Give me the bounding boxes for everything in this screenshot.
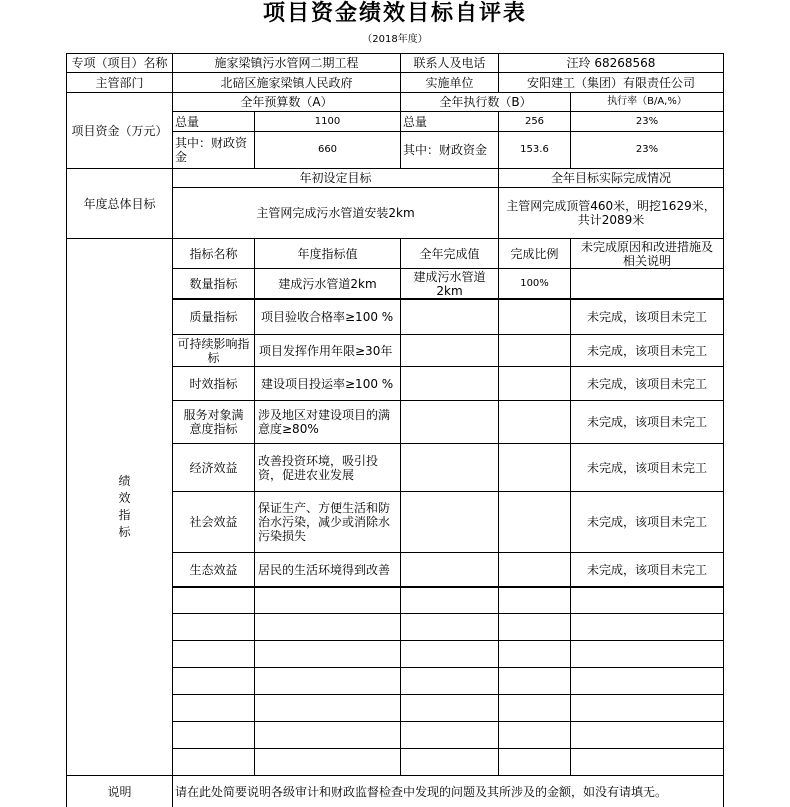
header-indicator-name: 指标名称 bbox=[189, 246, 238, 261]
fiscal-rate: 23% bbox=[635, 144, 659, 155]
row-name: 服务对象满意度指标 bbox=[183, 408, 244, 436]
row-actual bbox=[401, 444, 498, 491]
row-reason: 未完成，该项目未完工 bbox=[586, 515, 707, 529]
header-ratio: 完成比例 bbox=[510, 246, 559, 261]
row-actual bbox=[401, 401, 498, 443]
row-actual bbox=[401, 300, 498, 334]
fiscal-budget: 660 bbox=[317, 144, 338, 155]
row-target: 居民的生活环境得到改善 bbox=[258, 562, 391, 577]
funds-label: 项目资金（万元） bbox=[71, 123, 168, 138]
note-text: 请在此处简要说明各级审计和财政监督检查中发现的问题及其所涉及的金额，如没有请填无。 bbox=[175, 784, 668, 799]
row-actual bbox=[401, 335, 498, 366]
row-ratio bbox=[499, 553, 570, 586]
row-ratio bbox=[499, 367, 570, 400]
project-name-label: 专项（项目）名称 bbox=[71, 56, 168, 70]
row-actual bbox=[401, 367, 498, 400]
fiscal-exec-label: 其中：财政资金 bbox=[403, 143, 488, 157]
total-label: 总量 bbox=[175, 114, 200, 129]
dept-label: 主管部门 bbox=[95, 75, 144, 90]
row-target: 保证生产、方便生活和防治水污染，减少或消除水污染损失 bbox=[258, 501, 391, 543]
row-name: 数量指标 bbox=[189, 277, 238, 291]
row-name: 可持续影响指标 bbox=[177, 336, 250, 365]
row-reason bbox=[571, 269, 723, 299]
row-ratio bbox=[499, 492, 570, 552]
row-target: 项目验收合格率≥100 % bbox=[261, 310, 394, 324]
planned-value: 主管网完成污水管道安装2km bbox=[256, 206, 415, 220]
row-reason: 未完成，该项目未完工 bbox=[586, 562, 707, 577]
row-reason: 未完成，该项目未完工 bbox=[586, 415, 707, 429]
header-reason: 未完成原因和改进措施及相关说明 bbox=[580, 239, 713, 268]
impl-value: 安阳建工（集团）有限责任公司 bbox=[526, 75, 695, 90]
contact-value: 汪玲 68268568 bbox=[566, 56, 656, 70]
row-actual bbox=[401, 553, 498, 586]
row-ratio bbox=[499, 300, 570, 334]
budget-header: 全年预算数（A） bbox=[240, 95, 333, 109]
project-name-value: 施家梁镇污水管网二期工程 bbox=[214, 56, 359, 70]
row-ratio: 100% bbox=[520, 278, 549, 289]
row-ratio bbox=[499, 444, 570, 491]
actual-header: 全年目标实际完成情况 bbox=[550, 171, 671, 185]
fiscal-exec: 153.6 bbox=[520, 144, 549, 155]
row-reason: 未完成，该项目未完工 bbox=[586, 310, 707, 324]
actual-value: 主管网完成顶管460米，明挖1629米，共计2089米 bbox=[506, 199, 716, 227]
row-name: 社会效益 bbox=[189, 515, 238, 529]
row-name: 质量指标 bbox=[189, 310, 238, 324]
indicators-section-label-text: 绩效指标 bbox=[118, 474, 131, 539]
row-reason: 未完成，该项目未完工 bbox=[586, 460, 707, 475]
row-target: 改善投资环境，吸引投资，促进农业发展 bbox=[258, 453, 379, 482]
contact-label: 联系人及电话 bbox=[413, 56, 486, 70]
row-reason: 未完成，该项目未完工 bbox=[586, 343, 707, 358]
row-ratio bbox=[499, 401, 570, 443]
row-reason: 未完成，该项目未完工 bbox=[586, 376, 707, 391]
dept-value: 北碚区施家梁镇人民政府 bbox=[220, 75, 353, 90]
total-budget: 1100 bbox=[314, 115, 341, 127]
row-actual bbox=[401, 492, 498, 552]
goal-label: 年度总体目标 bbox=[83, 196, 156, 211]
row-ratio bbox=[499, 335, 570, 366]
page-title: 项目资金绩效目标自评表 bbox=[262, 1, 527, 26]
row-name: 经济效益 bbox=[189, 460, 238, 475]
header-actual: 全年完成值 bbox=[419, 246, 480, 261]
fiscal-label: 其中：财政资金 bbox=[175, 136, 248, 164]
total-exec-label: 总量 bbox=[403, 114, 428, 129]
row-target: 涉及地区对建设项目的满意度≥80% bbox=[258, 408, 391, 436]
note-label: 说明 bbox=[107, 784, 132, 799]
exec-header: 全年执行数（B） bbox=[439, 95, 532, 109]
row-name: 生态效益 bbox=[189, 562, 238, 577]
row-target: 建设项目投运率≥100 % bbox=[261, 376, 394, 391]
rate-header: 执行率（B/A,%） bbox=[607, 96, 687, 107]
row-target: 项目发挥作用年限≥30年 bbox=[259, 343, 393, 358]
year-label: （2018年度） bbox=[362, 34, 428, 45]
row-target: 建成污水管道2km bbox=[278, 277, 377, 291]
impl-label: 实施单位 bbox=[425, 75, 474, 90]
row-actual: 建成污水管道2km bbox=[413, 270, 486, 298]
total-rate: 23% bbox=[635, 115, 659, 127]
total-exec: 256 bbox=[524, 115, 545, 127]
row-name: 时效指标 bbox=[189, 376, 238, 391]
header-target: 年度指标值 bbox=[297, 246, 358, 261]
planned-header: 年初设定目标 bbox=[299, 171, 372, 185]
indicators-section-label bbox=[67, 239, 172, 775]
